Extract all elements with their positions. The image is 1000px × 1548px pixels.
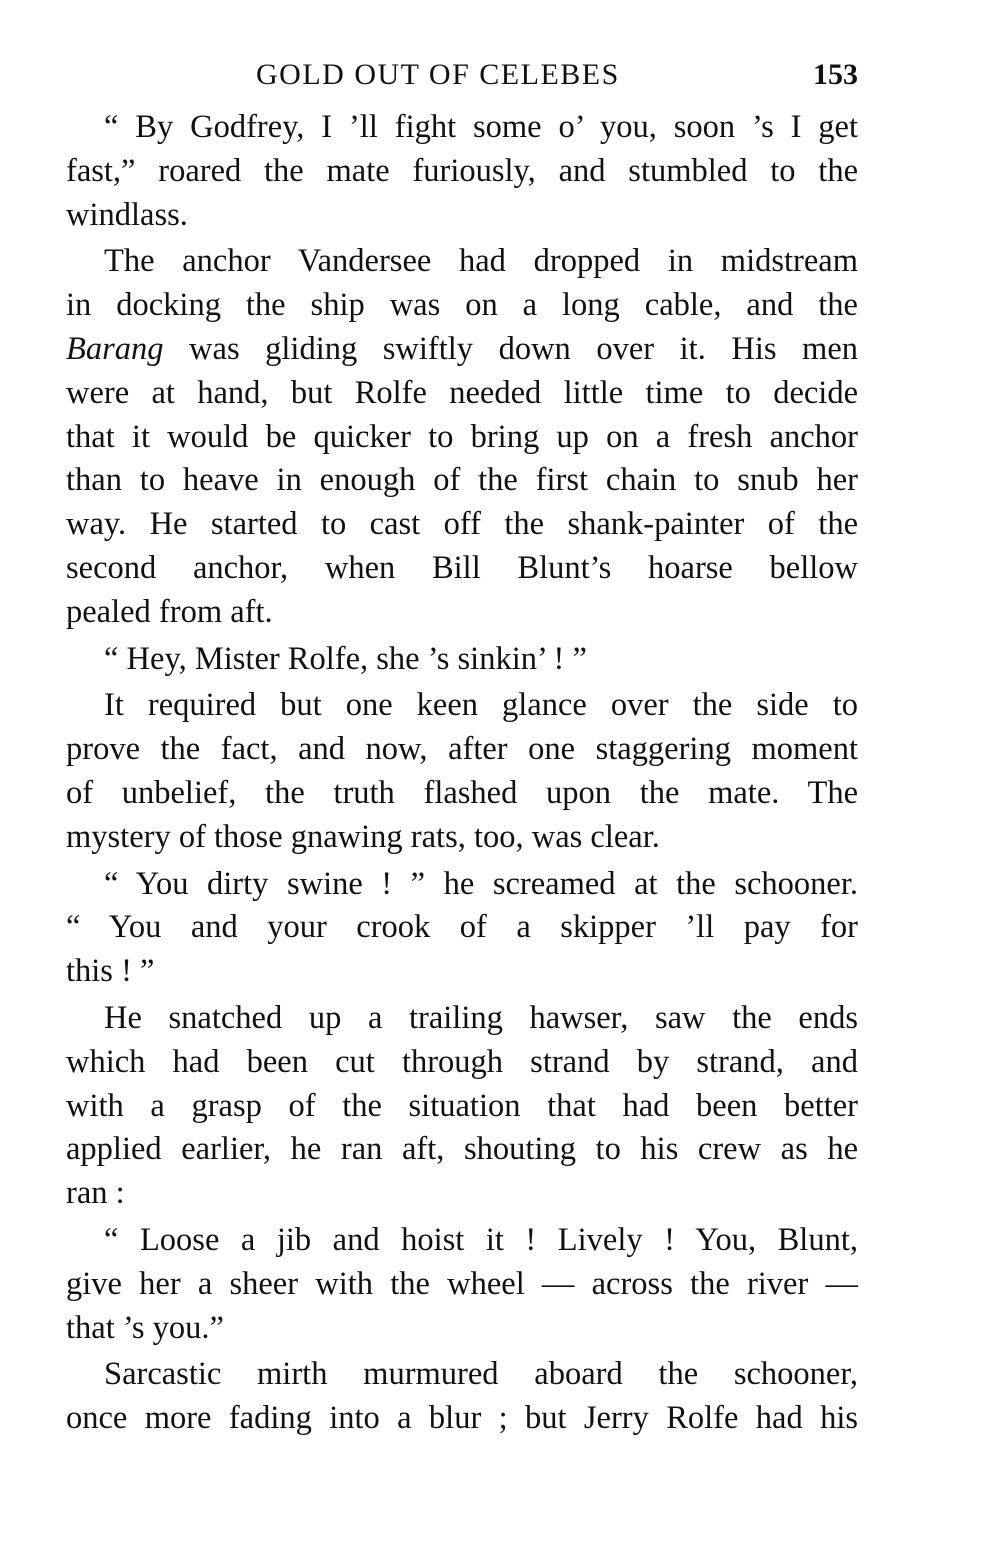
text-line: ran :	[66, 1175, 125, 1212]
text-line: “ You and your crook of a skipper ’ll pay for	[66, 909, 858, 946]
text-line: It required but one keen glance over the side to	[104, 687, 858, 724]
paragraph	[66, 240, 858, 634]
text-line: than to heave in enough of the first chain to snub her	[66, 462, 858, 499]
running-title: GOLD OUT OF CELEBES	[256, 58, 620, 91]
text-line: pealed from aft.	[66, 593, 273, 630]
text-line	[66, 328, 858, 372]
book-page	[66, 50, 858, 1441]
text-line: were at hand, but Rolfe needed little time to decide	[66, 374, 858, 411]
text-line: fast,” roared the mate furiously, and stumbled to the	[66, 152, 858, 189]
text-line: The anchor Vandersee had dropped in midstream	[104, 243, 858, 280]
text-line: with a grasp of the situation that had been better	[66, 1087, 858, 1124]
text-line: “ Loose a jib and hoist it ! Lively ! You, Blunt,	[104, 1221, 858, 1258]
text-line: which had been cut through strand by strand, and	[66, 1043, 858, 1080]
paragraph	[66, 106, 858, 237]
text-line: in docking the ship was on a long cable, and the	[66, 287, 858, 324]
paragraph	[66, 863, 858, 994]
text-line: that ’s you.”	[66, 1309, 224, 1346]
paragraph	[66, 1353, 858, 1441]
text-line-rest: was gliding swiftly down over it. His men	[189, 330, 858, 367]
text-line: prove the fact, and now, after one staggering moment	[66, 731, 858, 768]
text-line: “ You dirty swine ! ” he screamed at the schooner.	[104, 865, 858, 902]
text-line: of unbelief, the truth flashed upon the mate. The	[66, 774, 858, 811]
text-line: this ! ”	[66, 953, 155, 990]
ship-name-italic: Barang	[66, 330, 164, 367]
text-line: mystery of those gnawing rats, too, was clear.	[66, 818, 660, 855]
text-line: that it would be quicker to bring up on a fresh anchor	[66, 418, 858, 455]
text-line: windlass.	[66, 196, 188, 233]
running-head	[66, 50, 858, 106]
text-line: give her a sheer with the wheel — across the river —	[66, 1265, 858, 1302]
text-line: way. He started to cast off the shank-painter of the	[66, 506, 858, 543]
body-text	[66, 106, 858, 1441]
text-line: He snatched up a trailing hawser, saw the ends	[104, 999, 858, 1036]
page-number: 153	[813, 58, 858, 91]
text-line: “ Hey, Mister Rolfe, she ’s sinkin’ ! ”	[104, 640, 587, 677]
paragraph	[66, 684, 858, 859]
paragraph	[66, 1219, 858, 1350]
paragraph	[66, 997, 858, 1216]
paragraph	[66, 638, 858, 682]
text-line: once more fading into a blur ; but Jerry Rolfe had his	[66, 1400, 858, 1437]
text-line: “ By Godfrey, I ’ll fight some o’ you, soon ’s I get	[104, 109, 858, 145]
text-line: applied earlier, he ran aft, shouting to his crew as he	[66, 1131, 858, 1168]
text-line: second anchor, when Bill Blunt’s hoarse bellow	[66, 549, 858, 586]
text-line: Sarcastic mirth murmured aboard the schooner,	[104, 1356, 858, 1393]
